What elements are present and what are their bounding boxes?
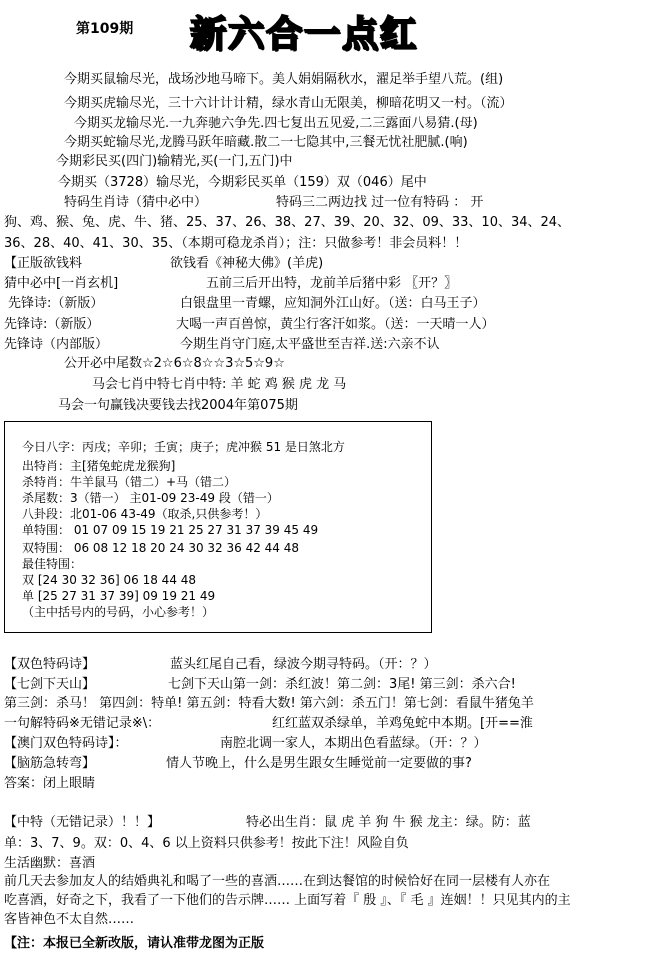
xianfeng-2-text: 大喝一声百兽惊，黄尘行客汗如浆。（送：一天晴一人） xyxy=(176,317,495,332)
double-line: 双 [24 30 32 36] 06 18 44 48 xyxy=(22,573,197,587)
single-line: 单 [25 27 31 37 39] 09 19 21 49 xyxy=(22,589,216,603)
qijian-text-2: 第三剑：杀马！ 第四剑：特单! 第五剑：特看大数! 第六剑：杀五门！第七剑：看鼠牛猪兔羊 xyxy=(4,696,534,711)
dante-line: 单特围： 01 07 09 15 19 21 25 27 31 37 39 45 49 xyxy=(22,523,319,537)
story-line-3: 客皆神色不太自然…… xyxy=(4,912,135,927)
answer-line: 答案：闭上眼睛 xyxy=(4,776,96,791)
qijian-label: 【七剑下天山】 xyxy=(4,677,96,692)
special-numbers-2: 36、28、40、41、30、35、（本期可稳龙杀肖）；注：只做参考！非会员料！！ xyxy=(4,236,468,251)
bazi-line: 今日八字：丙戌；辛卯；壬寅；庚子；虎冲猴 51 是日煞北方 xyxy=(22,440,345,454)
poem-line-2: 今期买虎输尽光，三十六计计计精，绿水青山无限美，柳暗花明又一村。（流） xyxy=(64,96,513,111)
xianfeng-3-text: 今期生肖守门庭,太平盛世至吉祥.送:六亲不认 xyxy=(180,337,440,352)
shuangte-line: 双特围： 06 08 12 18 20 24 30 32 36 42 44 48 xyxy=(22,541,300,555)
aomen-text: 南腔北调一家人，本期出色看蓝绿。（开：？） xyxy=(220,736,487,751)
shaweishu-line: 杀尾数：3（错一） 主01-09 23-49 段（错一） xyxy=(22,491,279,505)
qijian-text: 七剑下天山第一剑：杀红波！第二剑：3尾! 第三剑：杀六合! xyxy=(168,677,516,692)
xianfeng-1-text: 白银盘里一青螺，应知洞外江山好。（送：白马王子） xyxy=(180,296,486,311)
story-line-1: 前几天去参加友人的结婚典礼和喝了一些的喜酒……在到达餐馆的时候恰好在同一层楼有人亦在 xyxy=(4,874,551,889)
shuangse-text: 蓝头红尾自己看，绿波今期寻特码。（开：？） xyxy=(170,657,437,672)
shatexiao-line: 杀特肖：牛羊鼠马（错二）+马（错二） xyxy=(22,475,237,489)
story-line-2: 吃喜酒，好奇之下，我看了一下他们的告示牌…… 上面写着『 殷 』、『 毛 』连姻！！只见其内的主 xyxy=(4,893,571,908)
yuqian-text: 欲钱看《神秘大佛》(羊虎) xyxy=(170,256,324,271)
poem-line-6: 今期买（3728）输尽光，今期彩民买单（159）双（046）尾中 xyxy=(58,175,427,190)
one-sentence-line: 马会一句赢钱决要钱去找2004年第075期 xyxy=(58,398,298,413)
bagua-line: 八卦段：北01-06 43-49（取杀,只供参考！） xyxy=(22,507,268,521)
xuanji-text: 五前三后开出特，龙前羊后猪中彩 〖开？〗 xyxy=(206,276,458,291)
xianfeng-1-label: 先锋诗:（新版） xyxy=(8,296,104,311)
yiju-text: 红红蓝双杀绿单，羊鸡兔蛇中本期。[开==淮 xyxy=(272,716,533,731)
xuanji-label: 猜中必中[一肖玄机] xyxy=(4,276,119,291)
zhengban-heading: 【正版欲钱料 xyxy=(4,256,83,271)
page-title: 新六合一点红 xyxy=(190,14,419,55)
zhongte-text: 特必出生肖：鼠 虎 羊 狗 牛 猴 龙主：绿。防：蓝 xyxy=(246,815,531,830)
special-code-right: 特码三二两边找 过一位有特码 ： 开 xyxy=(276,195,484,210)
box-note: （主中括号内的号码，小心参考！） xyxy=(22,605,215,619)
naojin-text: 情人节晚上，什么是男生跟女生睡觉前一定要做的事? xyxy=(166,756,472,771)
footer-note: 【注：本报已全新改版，请认准带龙图为正版 xyxy=(4,936,265,951)
shuangse-label: 【双色特码诗】 xyxy=(4,657,96,672)
tail-number-line: 公开必中尾数☆2☆6☆8☆☆3☆5☆9☆ xyxy=(64,356,285,371)
aomen-label: 【澳门双色特码诗】： xyxy=(4,736,128,751)
issue-number: 第109期 xyxy=(76,21,134,37)
poem-line-3: 今期买龙输尽光.一九奔驰六争先.四七复出五见爱,二三露面八易猜.(母) xyxy=(74,116,478,131)
zhongte-label: 【中特（无错记录）！！】 xyxy=(4,815,161,830)
poem-line-4: 今期买蛇输尽光,龙腾马跃年暗藏.散二一七隐其中,三餐无忧社肥腻.(响) xyxy=(64,135,468,150)
poem-line-1: 今期买鼠输尽光，战场沙地马啼下。美人娟娟隔秋水，濯足举手望八荒。(组) xyxy=(64,72,504,87)
yiju-label: 一句解特码※无错记录※\： xyxy=(4,716,161,731)
chutexiao-line: 出特肖：主[猪兔蛇虎龙猴狗] xyxy=(22,459,176,473)
naojin-label: 【脑筋急转弯】 xyxy=(4,756,96,771)
humor-heading: 生活幽默：喜酒 xyxy=(4,856,96,871)
odd-even-line: 单：3、7、9。双：0、4、6 以上资料只供参考！按此下注！风险自负 xyxy=(4,836,409,851)
seven-zodiac-line: 马会七肖中特七肖中特: 羊 蛇 鸡 猴 虎 龙 马 xyxy=(92,377,347,392)
xianfeng-3-label: 先锋诗（内部版） xyxy=(4,337,109,352)
special-numbers-1: 狗、鸡、猴、兔、虎、牛、猪、25、37、26、38、27、39、20、32、09、33、10、34、24、 xyxy=(4,215,571,230)
xianfeng-2-label: 先锋诗:（新版） xyxy=(4,317,100,332)
zuijia-line: 最佳特围： xyxy=(22,557,83,571)
special-code-left: 特码生肖诗（猜中必中） xyxy=(64,195,208,210)
poem-line-5: 今期彩民买(四门)输精光,买(一门,五门)中 xyxy=(56,154,293,169)
